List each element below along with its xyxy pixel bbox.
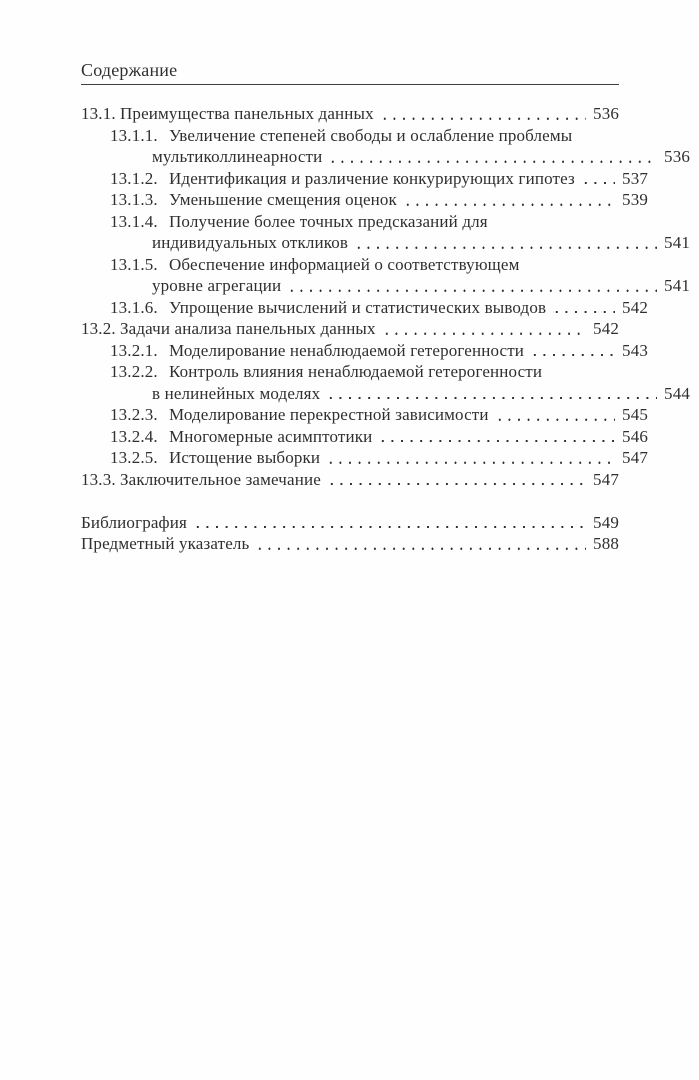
toc-entry-title: Упрощение вычислений и статистических выводов — [169, 297, 547, 317]
toc-entry-line — [81, 469, 619, 491]
toc-entry-number: 13.3. — [81, 469, 116, 489]
dot-leader — [495, 404, 615, 426]
dot-leader — [326, 383, 657, 405]
toc-entry-line — [81, 318, 619, 340]
toc-entry-title: мультиколлинеарности — [152, 147, 323, 166]
dot-leader — [193, 512, 586, 534]
toc-page-number: 547 — [622, 448, 648, 467]
toc-entry-title: Заключительное замечание — [120, 469, 321, 489]
toc-page-number: 545 — [622, 405, 648, 424]
dot-leader — [382, 318, 586, 340]
toc-entry-title: Истощение выборки — [169, 448, 321, 467]
toc-entry-number: 13.2. — [81, 319, 116, 338]
toc-list — [81, 103, 690, 490]
toc-entry-line — [81, 512, 619, 534]
dot-leader — [380, 103, 586, 125]
toc-page — [81, 60, 690, 555]
toc-entry-line — [81, 447, 648, 469]
toc-entry-title: Преимущества панельных данных — [120, 104, 374, 123]
dot-leader — [552, 297, 615, 319]
toc-page-number: 544 — [664, 383, 690, 403]
toc-entry-title: Контроль влияния ненаблюдаемой гетерогенности — [169, 362, 543, 381]
toc-entry-number: 13.1.1. — [110, 125, 158, 145]
toc-page-number: 549 — [593, 512, 619, 532]
toc-page-number: 542 — [622, 297, 648, 317]
toc-entry-title: Задачи анализа панельных данных — [120, 319, 376, 338]
dot-leader — [378, 426, 615, 448]
toc-entry-title: Многомерные асимптотики — [169, 426, 373, 446]
toc-entry-number: 13.2.3. — [110, 405, 158, 424]
dot-leader — [530, 340, 615, 362]
toc-entry-line — [81, 168, 648, 190]
dot-leader — [326, 447, 615, 469]
toc-entry-line — [81, 103, 619, 125]
dot-leader — [255, 533, 586, 555]
toc-entry-title: индивидуальных откликов — [152, 233, 349, 252]
backmatter-list — [81, 512, 619, 555]
toc-entry-title: Предметный указатель — [81, 534, 250, 553]
toc-entry-number: 13.1.4. — [110, 211, 158, 231]
toc-entry-number: 13.2.4. — [110, 426, 158, 446]
toc-page-number: 541 — [664, 276, 690, 295]
toc-entry-title: уровне агрегации — [152, 276, 282, 295]
page-title: Содержание — [81, 60, 178, 80]
toc-entry-title: Моделирование ненаблюдаемой гетерогенности — [169, 340, 525, 360]
toc-entry-line — [81, 404, 648, 426]
header-rule — [81, 84, 619, 85]
dot-leader — [403, 189, 615, 211]
toc-entry-title: Уменьшение смещения оценок — [169, 190, 397, 209]
toc-page-number: 542 — [593, 319, 619, 338]
dot-leader — [327, 469, 586, 491]
toc-page-number: 541 — [664, 233, 690, 252]
dot-leader — [354, 232, 657, 254]
toc-entry-title: Моделирование перекрестной зависимости — [169, 405, 489, 424]
toc-entry-line — [81, 426, 648, 448]
toc-entry-line — [81, 361, 648, 383]
toc-entry-number: 13.1. — [81, 104, 116, 123]
toc-page-number: 546 — [622, 426, 648, 446]
toc-entry-line — [81, 254, 648, 276]
toc-entry-line — [81, 232, 690, 254]
toc-page-number: 543 — [622, 340, 648, 360]
toc-entry-title: в нелинейных моделях — [152, 383, 321, 403]
toc-entry-title: Идентификация и различение конкурирующих гипотез — [169, 168, 575, 188]
toc-entry-line — [81, 275, 690, 297]
toc-entry-line — [81, 125, 648, 147]
dot-leader — [581, 168, 615, 190]
toc-entry-number: 13.1.3. — [110, 190, 158, 209]
toc-entry-line — [81, 211, 648, 233]
toc-entry-line — [81, 297, 648, 319]
toc-entry-number: 13.1.6. — [110, 297, 158, 317]
toc-entry-title: Получение более точных предсказаний для — [169, 211, 488, 231]
toc-page-number: 536 — [593, 104, 619, 123]
toc-entry-number: 13.2.5. — [110, 448, 158, 467]
dot-leader — [287, 275, 657, 297]
dot-leader — [328, 146, 657, 168]
toc-entry-number: 13.2.2. — [110, 362, 158, 381]
toc-entry-line — [81, 189, 648, 211]
toc-entry-title: Увеличение степеней свободы и ослабление проблемы — [169, 125, 573, 145]
toc-page-number: 547 — [593, 469, 619, 489]
toc-page-number: 536 — [664, 147, 690, 166]
toc-entry-number: 13.2.1. — [110, 340, 158, 360]
toc-entry-line — [81, 533, 619, 555]
toc-entry-title: Библиография — [81, 512, 187, 532]
toc-entry-line — [81, 146, 690, 168]
toc-page-number: 539 — [622, 190, 648, 209]
toc-entry-title: Обеспечение информацией о соответствующем — [169, 254, 520, 274]
toc-entry-number: 13.1.2. — [110, 168, 158, 188]
toc-entry-number: 13.1.5. — [110, 254, 158, 274]
toc-page-number: 537 — [622, 168, 648, 188]
toc-entry-line — [81, 340, 648, 362]
toc-page-number: 588 — [593, 534, 619, 553]
toc-entry-line — [81, 383, 690, 405]
